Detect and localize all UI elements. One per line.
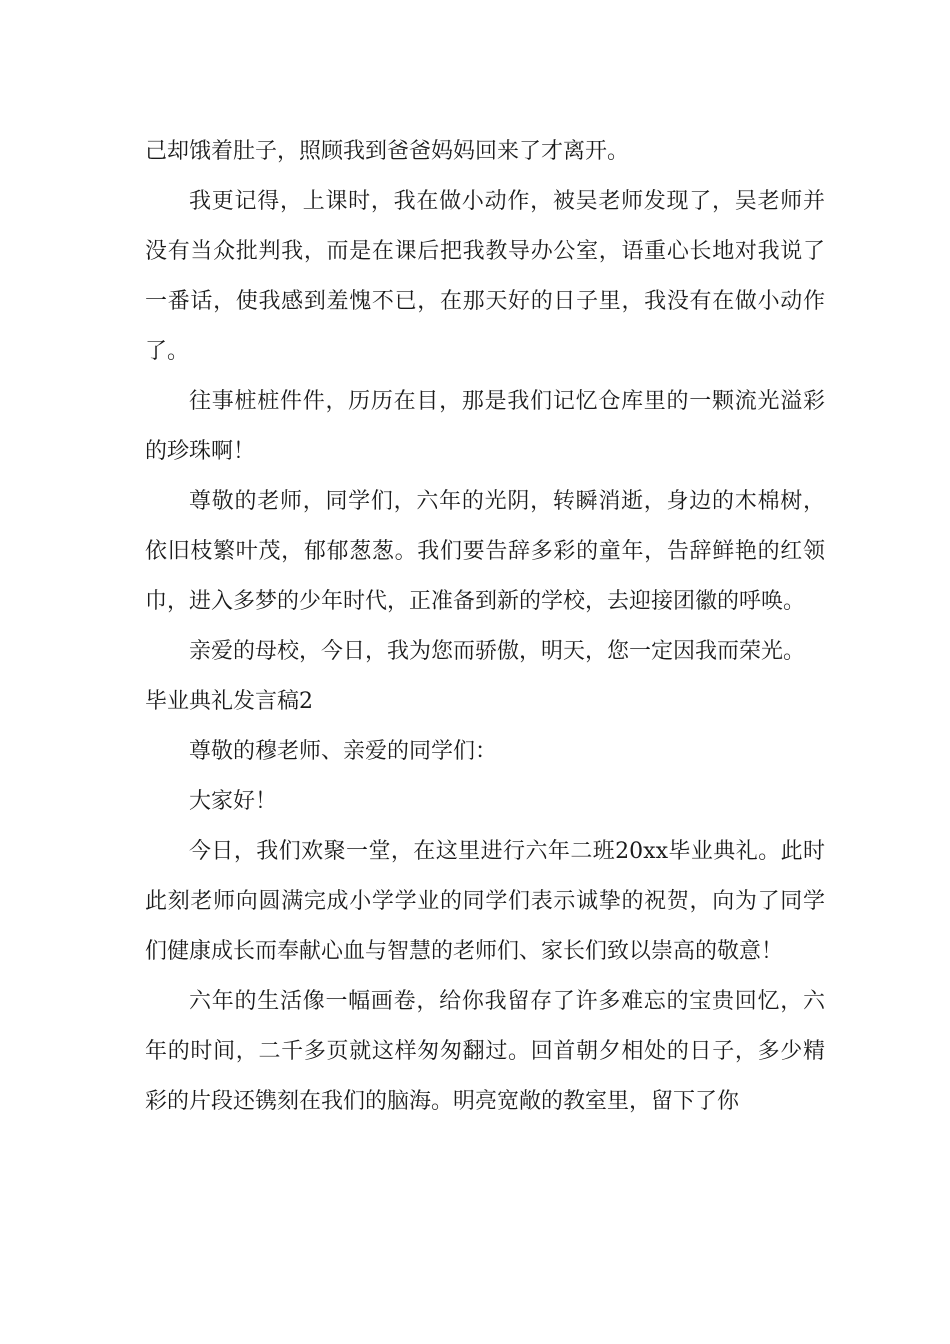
paragraph-1: 己却饿着肚子，照顾我到爸爸妈妈回来了才离开。 <box>145 139 630 164</box>
document-body <box>145 127 825 1127</box>
section-heading: 毕业典礼发言稿2 <box>145 689 313 714</box>
salutation: 尊敬的穆老师、亲爱的同学们： <box>189 739 498 764</box>
paragraph-9: 今日，我们欢聚一堂，在这里进行六年二班20xx毕业典礼。此时此刻老师向圆满完成小学学业的同学们表示诚挚的祝贺，向为了同学们健康成长而奉献心血与智慧的老师们、家长们致以崇高的敬意！ <box>145 839 825 964</box>
paragraph-10: 六年的生活像一幅画卷，给你我留存了许多难忘的宝贵回忆，六年的时间，二千多页就这样匆匆翻过。回首朝夕相处的日子，多少精彩的片段还镌刻在我们的脑海。明亮宽敞的教室里，留下了你 <box>145 989 825 1114</box>
paragraph-2: 我更记得，上课时，我在做小动作，被吴老师发现了，吴老师并没有当众批判我，而是在课后把我教导办公室，语重心长地对我说了一番话，使我感到羞愧不已，在那天好的日子里，我没有在做小动作了。 <box>145 189 825 364</box>
paragraph-5: 亲爱的母校，今日，我为您而骄傲，明天，您一定因我而荣光。 <box>189 639 806 664</box>
greeting: 大家好！ <box>189 789 278 814</box>
paragraph-3: 往事桩桩件件，历历在目，那是我们记忆仓库里的一颗流光溢彩的珍珠啊！ <box>145 389 825 464</box>
paragraph-4: 尊敬的老师，同学们，六年的光阴，转瞬消逝，身边的木棉树，依旧枝繁叶茂，郁郁葱葱。我们要告辞多彩的童年，告辞鲜艳的红领巾，进入多梦的少年时代，正准备到新的学校，去迎接团徽的呼唤。 <box>145 489 825 614</box>
